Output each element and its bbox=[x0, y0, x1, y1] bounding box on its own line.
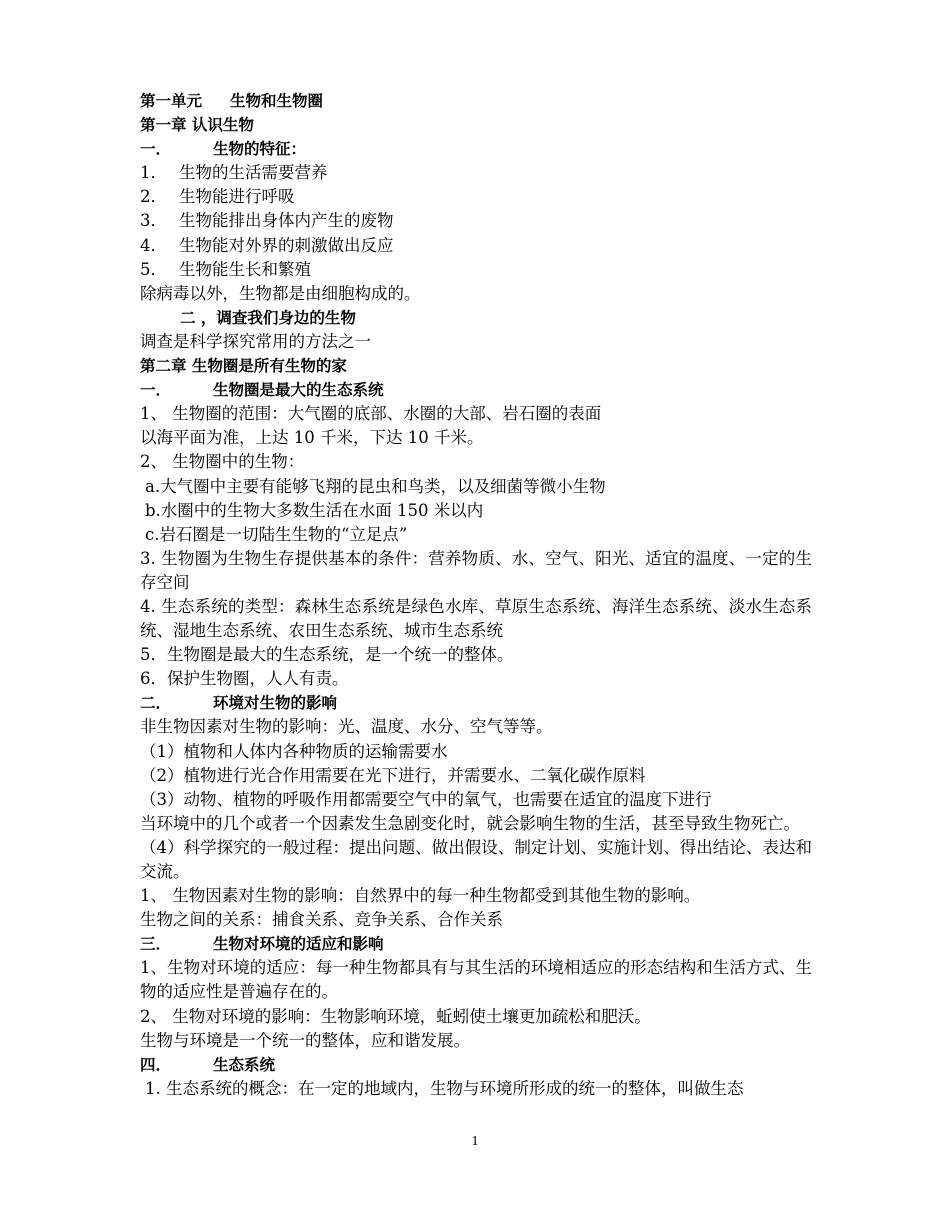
survey-note: 调查是科学探究常用的方法之一 bbox=[140, 331, 371, 351]
paragraph: 生物之间的关系：捕食关系、竞争关系、合作关系 bbox=[140, 910, 503, 930]
section-title: 生物对环境的适应和影响 bbox=[213, 935, 384, 954]
chapter-2-title: 第二章 生物圈是所有生物的家 bbox=[140, 357, 347, 376]
paragraph: 1、 生物因素对生物的影响：自然界中的每一种生物都受到其他生物的影响。 bbox=[140, 886, 701, 906]
paragraph: （4）科学探究的一般过程：提出问题、做出假设、制定计划、实施计划、得出结论、表达和交流。 bbox=[140, 837, 812, 881]
paragraph: 1、 生物圈的范围：大气圈的底部、水圈的大部、岩石圈的表面 bbox=[140, 404, 602, 424]
unit-heading bbox=[140, 89, 812, 113]
paragraph: 6．保护生物圈，人人有责。 bbox=[140, 669, 349, 689]
list-item: 1． 生物的生活需要营养 bbox=[140, 163, 328, 183]
paragraph: 5．生物圈是最大的生态系统，是一个统一的整体。 bbox=[140, 645, 514, 665]
chapter-2-section-3-heading bbox=[140, 932, 812, 956]
list-item: 5． 生物能生长和繁殖 bbox=[140, 259, 311, 279]
paragraph: 当环境中的几个或者一个因素发生急剧变化时，就会影响生物的生活，甚至导致生物死亡。 bbox=[140, 813, 800, 833]
section-title: 环境对生物的影响 bbox=[213, 694, 338, 713]
page-number: 1 bbox=[471, 1134, 479, 1149]
section-number: 一． bbox=[140, 381, 172, 400]
paragraph: 1、生物对环境的适应：每一种生物都具有与其生活的环境相适应的形态结构和生活方式、生物的适应性是普遍存在的。 bbox=[140, 958, 812, 1002]
document-body bbox=[140, 89, 812, 1101]
chapter-2-section-1-heading bbox=[140, 378, 812, 402]
chapter-1-title: 第一章 认识生物 bbox=[140, 116, 254, 135]
section-title: 生物的特征： bbox=[213, 140, 307, 159]
section-title: 生态系统 bbox=[213, 1055, 276, 1074]
chapter-2-section-4-heading bbox=[140, 1053, 812, 1077]
section-1-heading bbox=[140, 137, 812, 161]
section-title: 生物圈是最大的生态系统 bbox=[213, 381, 384, 400]
paragraph: 4. 生态系统的类型：森林生态系统是绿色水库、草原生态系统、海洋生态系统、淡水生态系统、湿地生态系统、农田生态系统、城市生态系统 bbox=[140, 596, 812, 641]
paragraph: 以海平面为准，上达 10 千米，下达 10 千米。 bbox=[140, 428, 484, 448]
chapter-2-section-2-heading bbox=[140, 691, 812, 715]
section-number: 二． bbox=[140, 694, 172, 713]
paragraph: c.岩石圈是一切陆生生物的“立足点” bbox=[145, 524, 408, 544]
paragraph: a.大气圈中主要有能够飞翔的昆虫和鸟类，以及细菌等微小生物 bbox=[145, 476, 606, 496]
paragraph: 1. 生态系统的概念：在一定的地域内，生物与环境所形成的统一的整体，叫做生态 bbox=[145, 1078, 744, 1098]
paragraph: 非生物因素对生物的影响：光、温度、水分、空气等等。 bbox=[140, 717, 553, 737]
unit-title: 生物和生物圈 bbox=[230, 92, 324, 110]
section-2-heading: 二 ，调查我们身边的生物 bbox=[180, 308, 356, 327]
list-item: 4． 生物能对外界的刺激做出反应 bbox=[140, 235, 394, 255]
paragraph: 2、 生物圈中的生物： bbox=[140, 452, 305, 472]
paragraph: （2）植物进行光合作用需要在光下进行，并需要水、二氧化碳作原料 bbox=[140, 765, 646, 785]
paragraph: 2、 生物对环境的影响：生物影响环境，蚯蚓使土壤更加疏松和肥沃。 bbox=[140, 1006, 651, 1026]
section-number: 一． bbox=[140, 140, 172, 159]
paragraph: 生物与环境是一个统一的整体，应和谐发展。 bbox=[140, 1030, 470, 1050]
section-number: 四． bbox=[140, 1055, 172, 1074]
section-number: 三． bbox=[140, 935, 172, 954]
paragraph: b.水圈中的生物大多数生活在水面 150 米以内 bbox=[145, 500, 484, 520]
list-item: 3． 生物能排出身体内产生的废物 bbox=[140, 211, 394, 231]
virus-note: 除病毒以外，生物都是由细胞构成的。 bbox=[140, 283, 421, 303]
list-item: 2． 生物能进行呼吸 bbox=[140, 187, 295, 207]
paragraph: （1）植物和人体内各种物质的运输需要水 bbox=[140, 741, 448, 761]
paragraph: 3. 生物圈为生物生存提供基本的条件：营养物质、水、空气、阳光、适宜的温度、一定的生存空间 bbox=[140, 548, 812, 592]
paragraph: （3）动物、植物的呼吸作用都需要空气中的氧气，也需要在适宜的温度下进行 bbox=[140, 789, 712, 809]
unit-label: 第一单元 bbox=[140, 92, 203, 110]
